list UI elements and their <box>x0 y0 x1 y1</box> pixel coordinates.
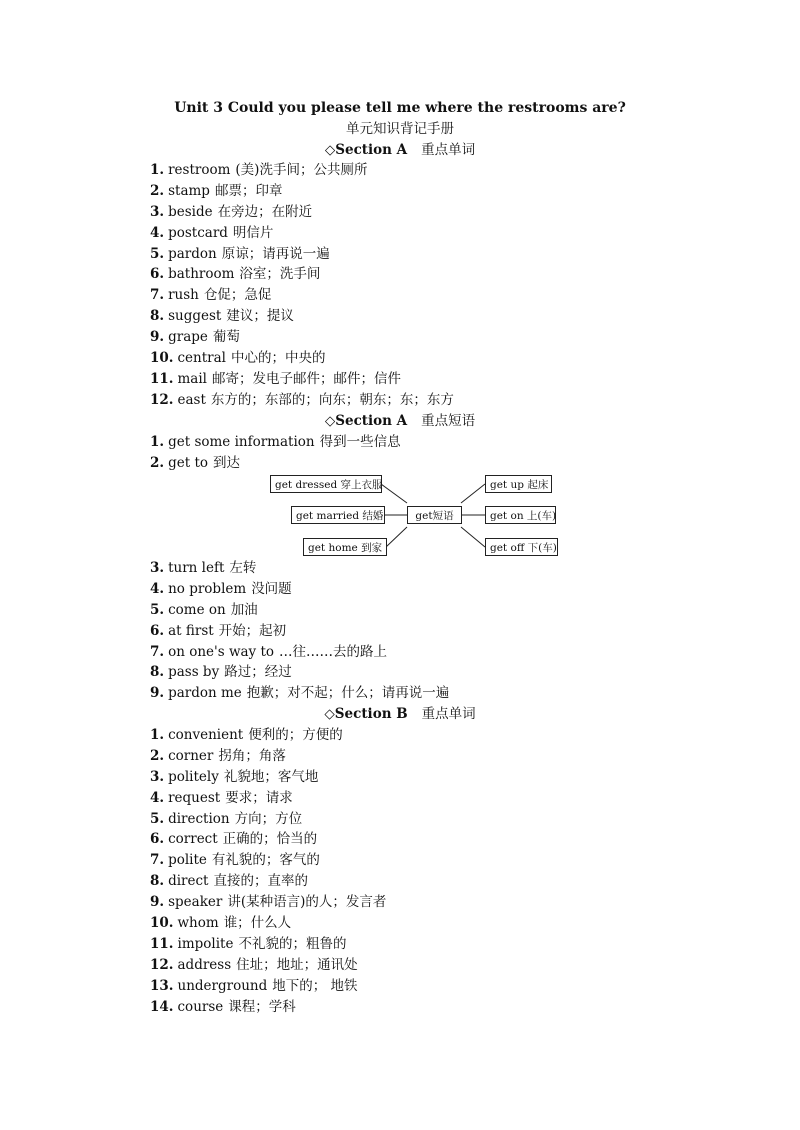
diamond-icon: ◇ <box>324 142 336 158</box>
mindmap-node-get-on: get on 上(车) <box>485 506 556 524</box>
section-heading-b-words <box>0 705 800 723</box>
list-item: 6. bathroom 浴室；洗手间 <box>150 266 321 283</box>
connector-line <box>386 527 407 547</box>
list-item: 12. east 东方的；东部的；向东；朝东；东；东方 <box>150 391 454 408</box>
list-item: 8. pass by 路过；经过 <box>150 664 292 681</box>
section-heading-a-words <box>0 141 800 159</box>
list-item: 5. come on 加油 <box>150 601 258 618</box>
list-item: 4. postcard 明信片 <box>150 224 274 241</box>
list-item: 5. pardon 原谅；请再说一遍 <box>150 245 330 262</box>
section-name: Section B <box>334 706 408 722</box>
phrase-list-a-top <box>150 432 401 474</box>
list-item: 7. rush 仓促；急促 <box>150 287 272 304</box>
list-item: 7. polite 有礼貌的；客气的 <box>150 852 320 869</box>
section-label: 重点短语 <box>421 413 476 429</box>
list-item: 4. request 要求；请求 <box>150 789 293 806</box>
list-item: 2. corner 拐角；角落 <box>150 747 286 764</box>
connector-line <box>461 484 485 503</box>
mindmap-node-get-married: get married 结婚 <box>291 506 385 524</box>
page-subtitle: 单元知识背记手册 <box>346 121 454 137</box>
mindmap-node-get-dressed: get dressed 穿上衣服 <box>270 475 382 493</box>
list-item: 4. no problem 没问题 <box>150 580 292 597</box>
list-item: 8. direct 直接的；直率的 <box>150 873 308 890</box>
mindmap-node-get-up: get up 起床 <box>485 475 552 493</box>
connector-line <box>461 527 485 547</box>
section-heading-a-phrases <box>0 412 800 430</box>
list-item: 10. central 中心的；中央的 <box>150 350 326 367</box>
list-item: 7. on one's way to …往……去的路上 <box>150 643 388 660</box>
connector-line <box>381 484 407 503</box>
list-item: 9. pardon me 抱歉；对不起；什么；请再说一遍 <box>150 685 450 702</box>
list-item: 3. beside 在旁边；在附近 <box>150 203 313 220</box>
list-item: 9. grape 葡萄 <box>150 329 240 346</box>
list-item: 9. speaker 讲(某种语言)的人；发言者 <box>150 894 387 911</box>
list-item: 11. impolite 不礼貌的；粗鲁的 <box>150 935 347 952</box>
list-item: 1. get some information 得到一些信息 <box>150 434 401 450</box>
list-item: 2. stamp 邮票；印章 <box>150 182 283 199</box>
page-title: Unit 3 Could you please tell me where the restrooms are? <box>174 100 626 116</box>
list-item: 3. turn left 左转 <box>150 560 257 576</box>
list-item: 11. mail 邮寄；发电子邮件；邮件；信件 <box>150 370 401 387</box>
vocab-list-b <box>150 725 386 1017</box>
list-item: 3. politely 礼貌地；客气地 <box>150 768 319 785</box>
list-item: 10. whom 谁；什么人 <box>150 915 292 932</box>
section-label: 重点单词 <box>421 142 476 158</box>
section-name: Section A <box>335 413 408 429</box>
list-item: 5. direction 方向；方位 <box>150 810 303 827</box>
mindmap-center-node: get短语 <box>407 506 462 524</box>
list-item: 1. restroom (美)洗手间；公共厕所 <box>150 162 368 178</box>
list-item: 8. suggest 建议；提议 <box>150 308 294 325</box>
list-item: 6. correct 正确的；恰当的 <box>150 831 318 848</box>
mindmap-node-get-home: get home 到家 <box>303 538 387 556</box>
diamond-icon: ◇ <box>324 706 335 722</box>
mindmap-node-get-off: get off 下(车) <box>485 538 558 556</box>
list-item: 13. underground 地下的； 地铁 <box>150 977 358 994</box>
list-item: 14. course 课程；学科 <box>150 998 296 1015</box>
vocab-list-a <box>150 160 454 411</box>
list-item: 6. at first 开始；起初 <box>150 622 287 639</box>
section-label: 重点单词 <box>421 706 476 722</box>
diamond-icon: ◇ <box>324 413 336 429</box>
section-name: Section A <box>335 142 408 158</box>
list-item: 2. get to 到达 <box>150 454 240 471</box>
list-item: 12. address 住址；地址；通讯处 <box>150 956 358 973</box>
phrase-list-a-bottom <box>150 558 449 704</box>
list-item: 1. convenient 便利的；方便的 <box>150 727 343 743</box>
